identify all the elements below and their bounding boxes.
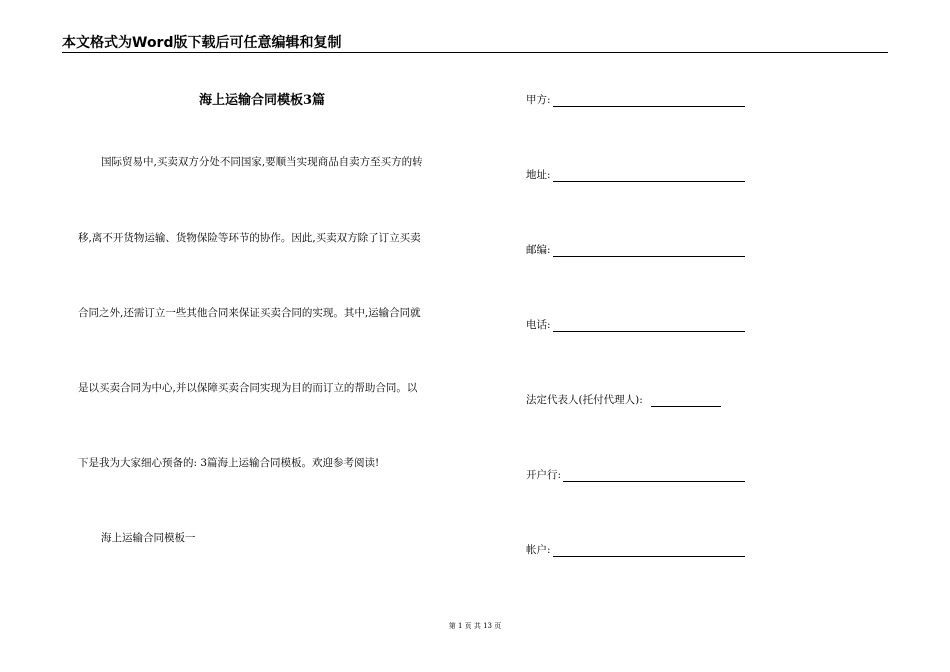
field-label: 邮编:: [526, 244, 551, 256]
field-address: [526, 168, 745, 182]
paragraph-line: 下是我为大家细心预备的: 3篇海上运输合同模板。欢迎参考阅读!: [78, 457, 380, 469]
page-number: 第 1 页 共 13 页: [448, 622, 502, 630]
field-label: 开户行:: [526, 469, 562, 481]
fill-in-blank: [553, 181, 745, 182]
paragraph-line: 合同之外,还需订立一些其他合同来保证买卖合同的实现。其中,运输合同就: [78, 307, 421, 319]
field-account: [526, 543, 745, 557]
paragraph-line: 是以买卖合同为中心,并以保障买卖合同实现为目的而订立的帮助合同。以: [78, 382, 418, 394]
field-label: 电话:: [526, 319, 551, 331]
field-postcode: [526, 243, 745, 257]
field-bank: [526, 468, 745, 482]
field-party-a: [526, 93, 745, 107]
fill-in-blank: [553, 106, 745, 107]
paragraph-line: 国际贸易中,买卖双方分处不同国家,要顺当实现商品自卖方至买方的转: [101, 156, 423, 168]
field-label: 法定代表人(托付代理人):: [526, 394, 643, 406]
document-title: 海上运输合同模板3篇: [198, 93, 326, 108]
paragraph-line: 移,离不开货物运输、货物保险等环节的协作。因此,买卖双方除了订立买卖: [78, 232, 421, 244]
field-label: 甲方:: [526, 94, 551, 106]
fill-in-blank: [553, 556, 745, 557]
fill-in-blank: [651, 406, 721, 407]
fill-in-blank: [563, 481, 745, 482]
section-heading: 海上运输合同模板一: [101, 532, 196, 544]
field-label: 地址:: [526, 169, 551, 181]
field-legal-representative: [526, 393, 721, 407]
header-banner: 本文格式为Word版下载后可任意编辑和复制: [62, 35, 342, 51]
fill-in-blank: [553, 256, 745, 257]
field-label: 帐户:: [526, 544, 551, 556]
field-phone: [526, 318, 745, 332]
header-divider: [62, 52, 888, 53]
fill-in-blank: [553, 331, 745, 332]
